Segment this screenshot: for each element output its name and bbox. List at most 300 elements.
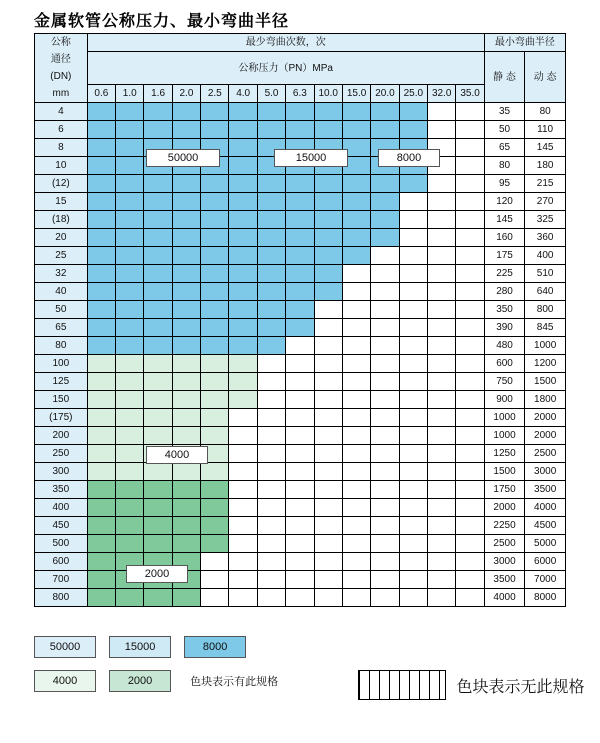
- cell-r22-c6: [257, 499, 285, 517]
- cell-r14-c12: [428, 355, 456, 373]
- cell-r1-c13: [456, 121, 484, 139]
- cell-r24-c13: [456, 535, 484, 553]
- cell-r6-c10: [371, 211, 399, 229]
- cell-r14-c10: [371, 355, 399, 373]
- cell-r12-c3: [172, 319, 200, 337]
- header-pressure-20.0: 20.0: [371, 85, 399, 103]
- row-dn: 50: [35, 301, 88, 319]
- row-static: 175: [484, 247, 525, 265]
- row-dynamic: 145: [525, 139, 566, 157]
- cell-r13-c2: [144, 337, 172, 355]
- cell-r24-c0: [87, 535, 115, 553]
- cell-r4-c9: [342, 175, 370, 193]
- row-dn: 250: [35, 445, 88, 463]
- row-dynamic: 4500: [525, 517, 566, 535]
- cell-r12-c6: [257, 319, 285, 337]
- cell-r24-c6: [257, 535, 285, 553]
- row-dynamic: 2000: [525, 409, 566, 427]
- cell-r14-c0: [87, 355, 115, 373]
- cell-r0-c4: [201, 103, 229, 121]
- cell-r10-c3: [172, 283, 200, 301]
- cell-r8-c7: [286, 247, 314, 265]
- cell-r24-c1: [116, 535, 144, 553]
- cell-r22-c7: [286, 499, 314, 517]
- row-static: 4000: [484, 589, 525, 607]
- cell-r19-c5: [229, 445, 257, 463]
- row-static: 350: [484, 301, 525, 319]
- cell-r13-c3: [172, 337, 200, 355]
- cell-r17-c4: [201, 409, 229, 427]
- cell-r22-c11: [399, 499, 427, 517]
- header-pressure-6.3: 6.3: [286, 85, 314, 103]
- header-row-1: [35, 34, 566, 52]
- cell-r1-c1: [116, 121, 144, 139]
- cell-r27-c4: [201, 589, 229, 607]
- cell-r22-c5: [229, 499, 257, 517]
- cell-r16-c11: [399, 391, 427, 409]
- cell-r19-c12: [428, 445, 456, 463]
- cell-r7-c4: [201, 229, 229, 247]
- cell-r0-c9: [342, 103, 370, 121]
- cell-r15-c10: [371, 373, 399, 391]
- cell-r13-c9: [342, 337, 370, 355]
- cell-r8-c11: [399, 247, 427, 265]
- table-row: [35, 517, 566, 535]
- cell-r23-c3: [172, 517, 200, 535]
- cell-r7-c3: [172, 229, 200, 247]
- cell-r24-c2: [144, 535, 172, 553]
- cell-r25-c6: [257, 553, 285, 571]
- cell-r7-c2: [144, 229, 172, 247]
- cell-r21-c13: [456, 481, 484, 499]
- cell-r18-c5: [229, 427, 257, 445]
- row-static: 145: [484, 211, 525, 229]
- row-dn: 450: [35, 517, 88, 535]
- cell-r7-c10: [371, 229, 399, 247]
- cell-r7-c11: [399, 229, 427, 247]
- cell-r8-c5: [229, 247, 257, 265]
- cell-r21-c6: [257, 481, 285, 499]
- header-dynamic: 动 态: [525, 52, 566, 103]
- cell-r6-c2: [144, 211, 172, 229]
- cell-r4-c5: [229, 175, 257, 193]
- cell-r17-c0: [87, 409, 115, 427]
- row-static: 600: [484, 355, 525, 373]
- table-row: [35, 391, 566, 409]
- row-dynamic: 3500: [525, 481, 566, 499]
- cell-r15-c13: [456, 373, 484, 391]
- cell-r5-c8: [314, 193, 342, 211]
- header-dn-line-0: 公称: [50, 37, 71, 48]
- row-dn: (175): [35, 409, 88, 427]
- row-static: 750: [484, 373, 525, 391]
- cell-r11-c2: [144, 301, 172, 319]
- cell-r5-c10: [371, 193, 399, 211]
- cell-r11-c5: [229, 301, 257, 319]
- table-row: [35, 211, 566, 229]
- row-dynamic: 7000: [525, 571, 566, 589]
- cell-r9-c13: [456, 265, 484, 283]
- cell-r4-c3: [172, 175, 200, 193]
- cell-r4-c4: [201, 175, 229, 193]
- cell-r12-c4: [201, 319, 229, 337]
- cell-r10-c10: [371, 283, 399, 301]
- cell-r25-c0: [87, 553, 115, 571]
- cell-r26-c13: [456, 571, 484, 589]
- cell-r2-c0: [87, 139, 115, 157]
- cell-r17-c3: [172, 409, 200, 427]
- cell-r16-c0: [87, 391, 115, 409]
- cell-r17-c13: [456, 409, 484, 427]
- cell-r15-c4: [201, 373, 229, 391]
- cell-r22-c12: [428, 499, 456, 517]
- cell-r1-c11: [399, 121, 427, 139]
- table-row: [35, 193, 566, 211]
- cell-r20-c5: [229, 463, 257, 481]
- cell-r27-c11: [399, 589, 427, 607]
- cell-r18-c2: [144, 427, 172, 445]
- cell-r21-c1: [116, 481, 144, 499]
- table-row: [35, 535, 566, 553]
- cell-r17-c6: [257, 409, 285, 427]
- cell-r25-c12: [428, 553, 456, 571]
- cell-r20-c4: [201, 463, 229, 481]
- row-dynamic: 325: [525, 211, 566, 229]
- cell-r21-c3: [172, 481, 200, 499]
- cell-r17-c12: [428, 409, 456, 427]
- row-static: 225: [484, 265, 525, 283]
- row-dynamic: 800: [525, 301, 566, 319]
- header-dn-line-2: (DN): [50, 71, 72, 82]
- row-dynamic: 2000: [525, 427, 566, 445]
- cell-r6-c0: [87, 211, 115, 229]
- cell-r27-c10: [371, 589, 399, 607]
- cell-r21-c7: [286, 481, 314, 499]
- cell-r2-c1: [116, 139, 144, 157]
- cell-r0-c8: [314, 103, 342, 121]
- hatch-swatch: [358, 670, 446, 700]
- cell-r5-c5: [229, 193, 257, 211]
- row-dn: 600: [35, 553, 88, 571]
- cell-r15-c11: [399, 373, 427, 391]
- header-pressure-0.6: 0.6: [87, 85, 115, 103]
- cell-r20-c1: [116, 463, 144, 481]
- cell-r15-c6: [257, 373, 285, 391]
- cell-r16-c12: [428, 391, 456, 409]
- cell-r22-c2: [144, 499, 172, 517]
- cell-r20-c10: [371, 463, 399, 481]
- row-dynamic: 1800: [525, 391, 566, 409]
- cell-r13-c10: [371, 337, 399, 355]
- header-pressure-15.0: 15.0: [342, 85, 370, 103]
- row-static: 2250: [484, 517, 525, 535]
- cell-r10-c7: [286, 283, 314, 301]
- cell-r8-c12: [428, 247, 456, 265]
- cell-r15-c5: [229, 373, 257, 391]
- cell-r12-c11: [399, 319, 427, 337]
- cell-r18-c8: [314, 427, 342, 445]
- cell-r17-c7: [286, 409, 314, 427]
- header-pressure-1.0: 1.0: [116, 85, 144, 103]
- cell-r24-c8: [314, 535, 342, 553]
- cell-r14-c9: [342, 355, 370, 373]
- callout-15000: 15000: [274, 149, 348, 167]
- cell-r23-c7: [286, 517, 314, 535]
- cell-r27-c5: [229, 589, 257, 607]
- cell-r7-c6: [257, 229, 285, 247]
- row-dn: 300: [35, 463, 88, 481]
- cell-r18-c10: [371, 427, 399, 445]
- cell-r23-c2: [144, 517, 172, 535]
- cell-r23-c8: [314, 517, 342, 535]
- cell-r11-c6: [257, 301, 285, 319]
- cell-r16-c1: [116, 391, 144, 409]
- cell-r4-c11: [399, 175, 427, 193]
- cell-r17-c1: [116, 409, 144, 427]
- cell-r13-c8: [314, 337, 342, 355]
- cell-r26-c11: [399, 571, 427, 589]
- cell-r4-c13: [456, 175, 484, 193]
- row-static: 1000: [484, 409, 525, 427]
- cell-r9-c10: [371, 265, 399, 283]
- header-static: 静 态: [484, 52, 525, 103]
- cell-r4-c8: [314, 175, 342, 193]
- row-dn: 200: [35, 427, 88, 445]
- cell-r17-c9: [342, 409, 370, 427]
- cell-r19-c9: [342, 445, 370, 463]
- cell-r0-c6: [257, 103, 285, 121]
- cell-r8-c3: [172, 247, 200, 265]
- row-dn: 15: [35, 193, 88, 211]
- cell-r23-c6: [257, 517, 285, 535]
- cell-r19-c11: [399, 445, 427, 463]
- cell-r17-c11: [399, 409, 427, 427]
- cell-r25-c9: [342, 553, 370, 571]
- cell-r1-c9: [342, 121, 370, 139]
- row-dynamic: 80: [525, 103, 566, 121]
- table-row: [35, 571, 566, 589]
- row-dynamic: 1500: [525, 373, 566, 391]
- cell-r20-c0: [87, 463, 115, 481]
- cell-r26-c0: [87, 571, 115, 589]
- cell-r1-c5: [229, 121, 257, 139]
- cell-r20-c9: [342, 463, 370, 481]
- cell-r6-c13: [456, 211, 484, 229]
- row-dn: 400: [35, 499, 88, 517]
- cell-r1-c2: [144, 121, 172, 139]
- cell-r23-c11: [399, 517, 427, 535]
- cell-r16-c10: [371, 391, 399, 409]
- table-row: [35, 301, 566, 319]
- cell-r18-c7: [286, 427, 314, 445]
- cell-r20-c3: [172, 463, 200, 481]
- cell-r16-c6: [257, 391, 285, 409]
- legend-swatch-8000: 8000: [184, 636, 246, 658]
- cell-r24-c4: [201, 535, 229, 553]
- row-dynamic: 360: [525, 229, 566, 247]
- cell-r17-c10: [371, 409, 399, 427]
- cell-r26-c6: [257, 571, 285, 589]
- cell-r11-c0: [87, 301, 115, 319]
- cell-r10-c8: [314, 283, 342, 301]
- cell-r27-c8: [314, 589, 342, 607]
- cell-r6-c9: [342, 211, 370, 229]
- cell-r0-c7: [286, 103, 314, 121]
- cell-r18-c9: [342, 427, 370, 445]
- cell-r27-c9: [342, 589, 370, 607]
- cell-r24-c11: [399, 535, 427, 553]
- cell-r14-c1: [116, 355, 144, 373]
- callout-8000: 8000: [378, 149, 440, 167]
- cell-r9-c5: [229, 265, 257, 283]
- row-dn: 6: [35, 121, 88, 139]
- cell-r6-c7: [286, 211, 314, 229]
- cell-r10-c1: [116, 283, 144, 301]
- cell-r8-c9: [342, 247, 370, 265]
- cell-r25-c11: [399, 553, 427, 571]
- row-static: 2500: [484, 535, 525, 553]
- cell-r14-c6: [257, 355, 285, 373]
- cell-r5-c11: [399, 193, 427, 211]
- cell-r11-c12: [428, 301, 456, 319]
- cell-r0-c12: [428, 103, 456, 121]
- cell-r0-c2: [144, 103, 172, 121]
- cell-r0-c10: [371, 103, 399, 121]
- cell-r5-c13: [456, 193, 484, 211]
- cell-r2-c5: [229, 139, 257, 157]
- cell-r8-c2: [144, 247, 172, 265]
- cell-r6-c5: [229, 211, 257, 229]
- cell-r24-c7: [286, 535, 314, 553]
- cell-r23-c13: [456, 517, 484, 535]
- cell-r11-c10: [371, 301, 399, 319]
- cell-r9-c2: [144, 265, 172, 283]
- cell-r5-c9: [342, 193, 370, 211]
- cell-r16-c9: [342, 391, 370, 409]
- legend-swatch-15000: 15000: [109, 636, 171, 658]
- cell-r1-c7: [286, 121, 314, 139]
- cell-r25-c7: [286, 553, 314, 571]
- header-pressure-10.0: 10.0: [314, 85, 342, 103]
- cell-r9-c9: [342, 265, 370, 283]
- cell-r5-c7: [286, 193, 314, 211]
- table-row: [35, 553, 566, 571]
- cell-r16-c4: [201, 391, 229, 409]
- cell-r15-c7: [286, 373, 314, 391]
- row-dn: 8: [35, 139, 88, 157]
- row-dynamic: 180: [525, 157, 566, 175]
- cell-r11-c8: [314, 301, 342, 319]
- cell-r15-c1: [116, 373, 144, 391]
- cell-r6-c3: [172, 211, 200, 229]
- cell-r1-c3: [172, 121, 200, 139]
- cell-r4-c10: [371, 175, 399, 193]
- cell-r14-c4: [201, 355, 229, 373]
- cell-r18-c1: [116, 427, 144, 445]
- header-pressure-2.5: 2.5: [201, 85, 229, 103]
- legend-note-unavailable: 色块表示无此规格: [456, 678, 585, 696]
- table-row: [35, 373, 566, 391]
- cell-r19-c7: [286, 445, 314, 463]
- cell-r5-c4: [201, 193, 229, 211]
- table-row: [35, 409, 566, 427]
- header-pressure-1.6: 1.6: [144, 85, 172, 103]
- row-dynamic: 400: [525, 247, 566, 265]
- table-row: [35, 103, 566, 121]
- cell-r9-c7: [286, 265, 314, 283]
- cell-r15-c9: [342, 373, 370, 391]
- cell-r0-c3: [172, 103, 200, 121]
- cell-r24-c10: [371, 535, 399, 553]
- cell-r7-c7: [286, 229, 314, 247]
- cell-r13-c11: [399, 337, 427, 355]
- cell-r19-c0: [87, 445, 115, 463]
- header-pressure-32.0: 32.0: [428, 85, 456, 103]
- callout-50000: 50000: [146, 149, 220, 167]
- cell-r14-c3: [172, 355, 200, 373]
- cell-r11-c1: [116, 301, 144, 319]
- row-dn: (12): [35, 175, 88, 193]
- table-row: [35, 499, 566, 517]
- cell-r18-c6: [257, 427, 285, 445]
- cell-r23-c5: [229, 517, 257, 535]
- cell-r15-c8: [314, 373, 342, 391]
- row-dn: 25: [35, 247, 88, 265]
- legend-row-top: [34, 636, 566, 658]
- legend-swatch-50000: 50000: [34, 636, 96, 658]
- row-dn: 500: [35, 535, 88, 553]
- row-dn: 4: [35, 103, 88, 121]
- cell-r10-c12: [428, 283, 456, 301]
- cell-r3-c5: [229, 157, 257, 175]
- cell-r1-c0: [87, 121, 115, 139]
- legend-unavailable: [358, 670, 584, 700]
- cell-r24-c9: [342, 535, 370, 553]
- cell-r9-c6: [257, 265, 285, 283]
- cell-r21-c2: [144, 481, 172, 499]
- row-static: 280: [484, 283, 525, 301]
- cell-r23-c10: [371, 517, 399, 535]
- cell-r11-c11: [399, 301, 427, 319]
- cell-r25-c10: [371, 553, 399, 571]
- spec-table-container: [34, 33, 566, 607]
- cell-r7-c8: [314, 229, 342, 247]
- cell-r16-c2: [144, 391, 172, 409]
- cell-r25-c5: [229, 553, 257, 571]
- header-bend-radius: 最小弯曲半径: [484, 34, 565, 52]
- cell-r8-c8: [314, 247, 342, 265]
- cell-r10-c4: [201, 283, 229, 301]
- row-dynamic: 1200: [525, 355, 566, 373]
- cell-r20-c8: [314, 463, 342, 481]
- row-dynamic: 3000: [525, 463, 566, 481]
- cell-r18-c4: [201, 427, 229, 445]
- cell-r27-c0: [87, 589, 115, 607]
- row-static: 390: [484, 319, 525, 337]
- legend-swatch-4000: 4000: [34, 670, 96, 692]
- header-pressure-25.0: 25.0: [399, 85, 427, 103]
- cell-r11-c3: [172, 301, 200, 319]
- row-dynamic: 8000: [525, 589, 566, 607]
- cell-r21-c0: [87, 481, 115, 499]
- header-dn-line-3: mm: [52, 88, 70, 99]
- row-static: 65: [484, 139, 525, 157]
- cell-r17-c5: [229, 409, 257, 427]
- cell-r4-c2: [144, 175, 172, 193]
- table-row: [35, 355, 566, 373]
- cell-r23-c4: [201, 517, 229, 535]
- cell-r24-c3: [172, 535, 200, 553]
